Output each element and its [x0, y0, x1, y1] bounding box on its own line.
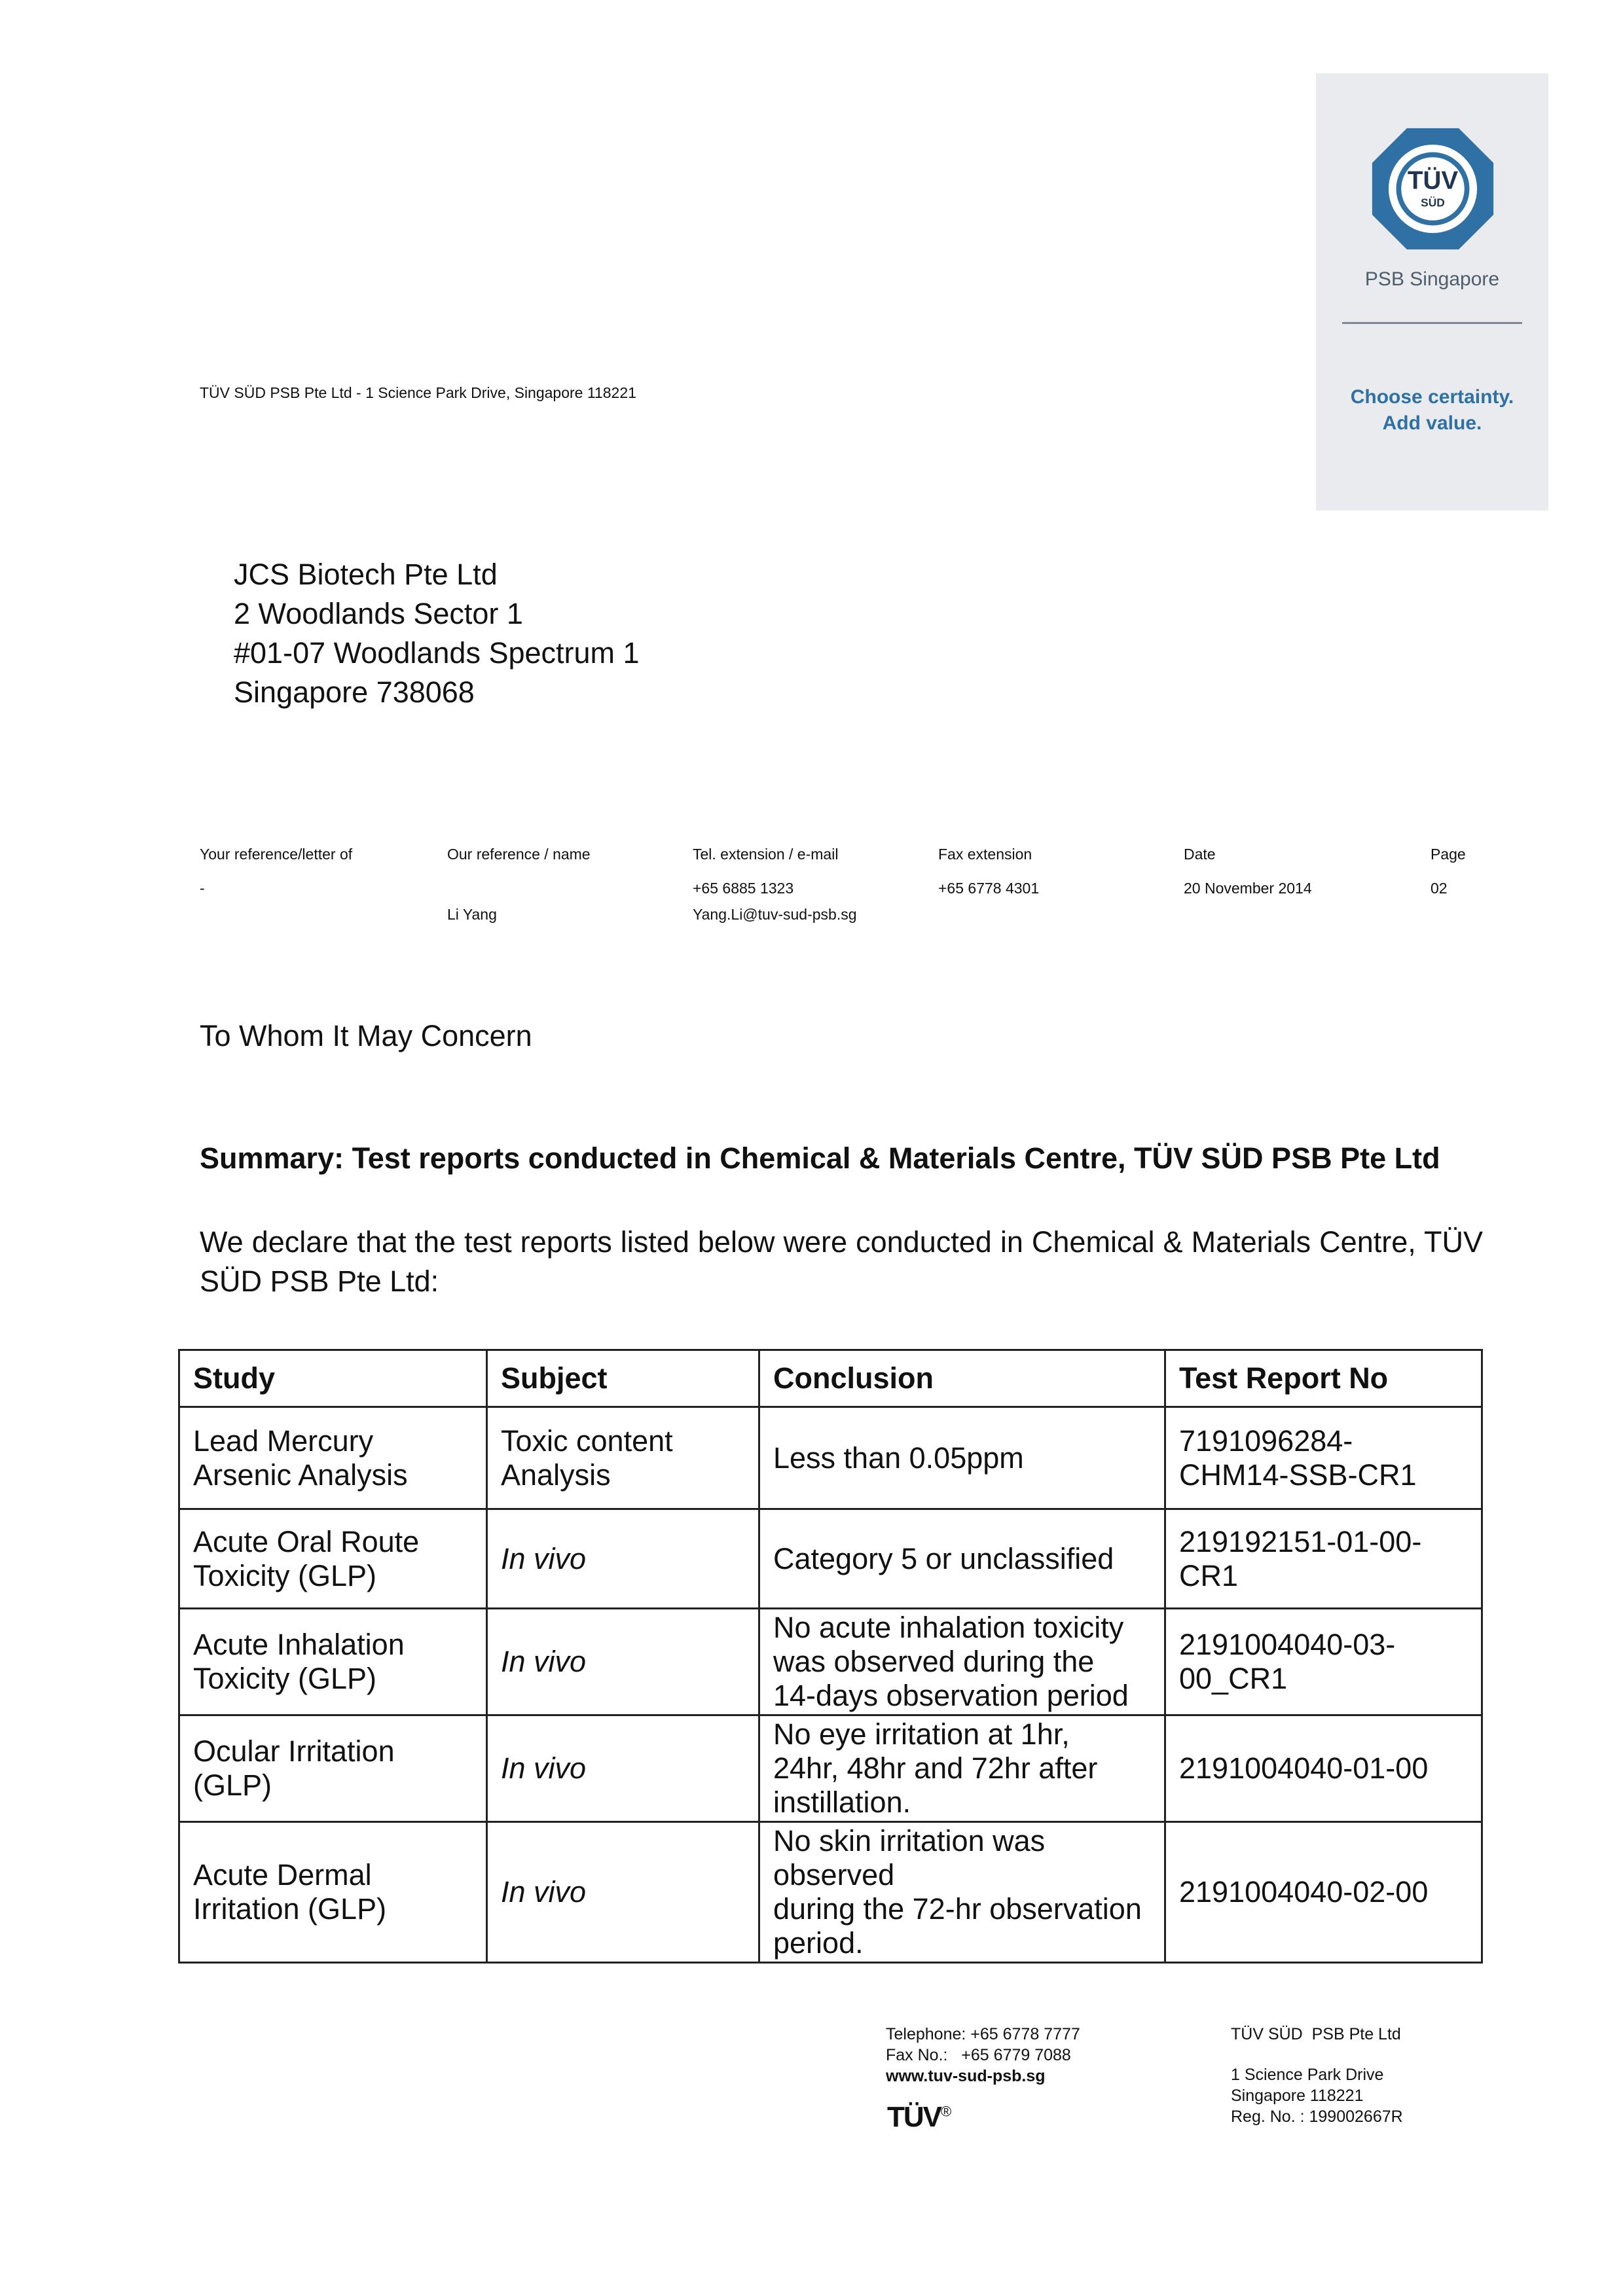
logo-text: TÜV	[1407, 166, 1459, 195]
footer-tuv-logo	[887, 2101, 950, 2134]
our-reference-value: Li Yang	[447, 906, 497, 923]
table-row	[179, 1715, 1482, 1822]
subject-cell: In vivo	[487, 1509, 759, 1609]
report-no-cell: 219192151-01-00- CR1	[1165, 1509, 1482, 1609]
page-number	[1431, 844, 1466, 898]
logo-subtext: SÜD	[1421, 196, 1445, 209]
subject-cell: In vivo	[487, 1609, 759, 1715]
registered-mark: ®	[941, 2103, 951, 2120]
footer-fax: Fax No.: +65 6779 7088	[886, 2046, 1071, 2064]
subject-cell: In vivo	[487, 1822, 759, 1963]
footer-telephone: Telephone: +65 6778 7777	[886, 2025, 1080, 2043]
footer-reg-no: Reg. No. : 199002667R	[1231, 2108, 1403, 2126]
fax-value: +65 6778 4301	[938, 880, 1040, 897]
tel-email-label: Tel. extension / e-mail	[693, 846, 839, 863]
our-reference-label: Our reference / name	[447, 846, 591, 863]
conclusion-cell: No skin irritation was observed during the 72-hr observation period.	[759, 1822, 1165, 1963]
your-reference	[200, 844, 352, 898]
logo-caption: PSB Singapore	[1364, 268, 1500, 290]
conclusion-cell: No eye irritation at 1hr, 24hr, 48hr and 72hr after instillation.	[759, 1715, 1165, 1822]
study-cell: Lead Mercury Arsenic Analysis	[179, 1407, 487, 1509]
salutation: To Whom It May Concern	[200, 1019, 532, 1052]
brand-panel	[1316, 73, 1548, 511]
table-row	[179, 1609, 1482, 1715]
email-value: Yang.Li@tuv-sud-psb.sg	[693, 906, 857, 923]
slogan	[1316, 384, 1548, 437]
table-row	[179, 1509, 1482, 1609]
conclusion-cell: No acute inhalation toxicity was observed during the 14-days observation period	[759, 1609, 1165, 1715]
report-no-cell: 7191096284- CHM14-SSB-CR1	[1165, 1407, 1482, 1509]
recipient-line: JCS Biotech Pte Ltd	[234, 558, 498, 591]
column-header-report-no: Test Report No	[1165, 1350, 1482, 1407]
recipient-line: 2 Woodlands Sector 1	[234, 597, 523, 630]
recipient-line: #01-07 Woodlands Spectrum 1	[234, 636, 640, 670]
table-row	[179, 1407, 1482, 1509]
date	[1184, 844, 1312, 898]
footer-logo-text: TÜV	[887, 2101, 941, 2133]
recipient-line: Singapore 738068	[234, 675, 475, 709]
footer-address-line: 1 Science Park Drive	[1231, 2066, 1384, 2084]
footer-contact	[886, 2024, 1080, 2087]
study-cell: Acute Oral Route Toxicity (GLP)	[179, 1509, 487, 1609]
report-no-cell: 2191004040-02-00	[1165, 1822, 1482, 1963]
page-label: Page	[1431, 846, 1466, 863]
tel-email	[693, 844, 857, 924]
test-report-table	[178, 1349, 1483, 1964]
study-cell: Acute Dermal Irritation (GLP)	[179, 1822, 487, 1963]
page-value: 02	[1431, 880, 1448, 897]
summary-title: Summary: Test reports conducted in Chemical & Materials Centre, TÜV SÜD PSB Pte Ltd	[200, 1141, 1440, 1175]
sender-address-line: TÜV SÜD PSB Pte Ltd - 1 Science Park Drive, Singapore 118221	[200, 384, 636, 401]
slogan-line-2: Add value.	[1382, 412, 1482, 434]
your-reference-label: Your reference/letter of	[200, 846, 353, 863]
slogan-line-1: Choose certainty.	[1350, 386, 1514, 408]
table-row	[179, 1822, 1482, 1963]
subject-cell: Toxic content Analysis	[487, 1407, 759, 1509]
panel-divider	[1342, 322, 1522, 324]
conclusion-cell: Category 5 or unclassified	[759, 1509, 1165, 1609]
declaration-text: We declare that the test reports listed below were conducted in Chemical & Materials Centre, TÜV SÜD PSB Pte Ltd:	[200, 1225, 1483, 1298]
recipient-address	[234, 555, 640, 712]
footer-company	[1231, 2024, 1403, 2127]
fax-extension	[938, 844, 1039, 898]
date-value: 20 November 2014	[1184, 880, 1312, 897]
tel-value: +65 6885 1323	[693, 880, 794, 897]
study-cell: Acute Inhalation Toxicity (GLP)	[179, 1609, 487, 1715]
column-header-conclusion: Conclusion	[759, 1350, 1165, 1407]
column-header-study: Study	[179, 1350, 487, 1407]
fax-label: Fax extension	[938, 846, 1032, 863]
report-no-cell: 2191004040-01-00	[1165, 1715, 1482, 1822]
your-reference-value: -	[200, 880, 205, 897]
our-reference	[447, 844, 591, 924]
footer-website-link[interactable]: www.tuv-sud-psb.sg	[886, 2067, 1046, 2085]
study-cell: Ocular Irritation (GLP)	[179, 1715, 487, 1822]
footer-address-line: Singapore 118221	[1231, 2087, 1364, 2105]
subject-cell: In vivo	[487, 1715, 759, 1822]
report-no-cell: 2191004040-03- 00_CR1	[1165, 1609, 1482, 1715]
column-header-subject: Subject	[487, 1350, 759, 1407]
table-header-row	[179, 1350, 1482, 1407]
conclusion-cell: Less than 0.05ppm	[759, 1407, 1165, 1509]
tuv-sud-logo	[1370, 126, 1496, 252]
date-label: Date	[1184, 846, 1216, 863]
footer-company-name: TÜV SÜD PSB Pte Ltd	[1231, 2025, 1401, 2043]
